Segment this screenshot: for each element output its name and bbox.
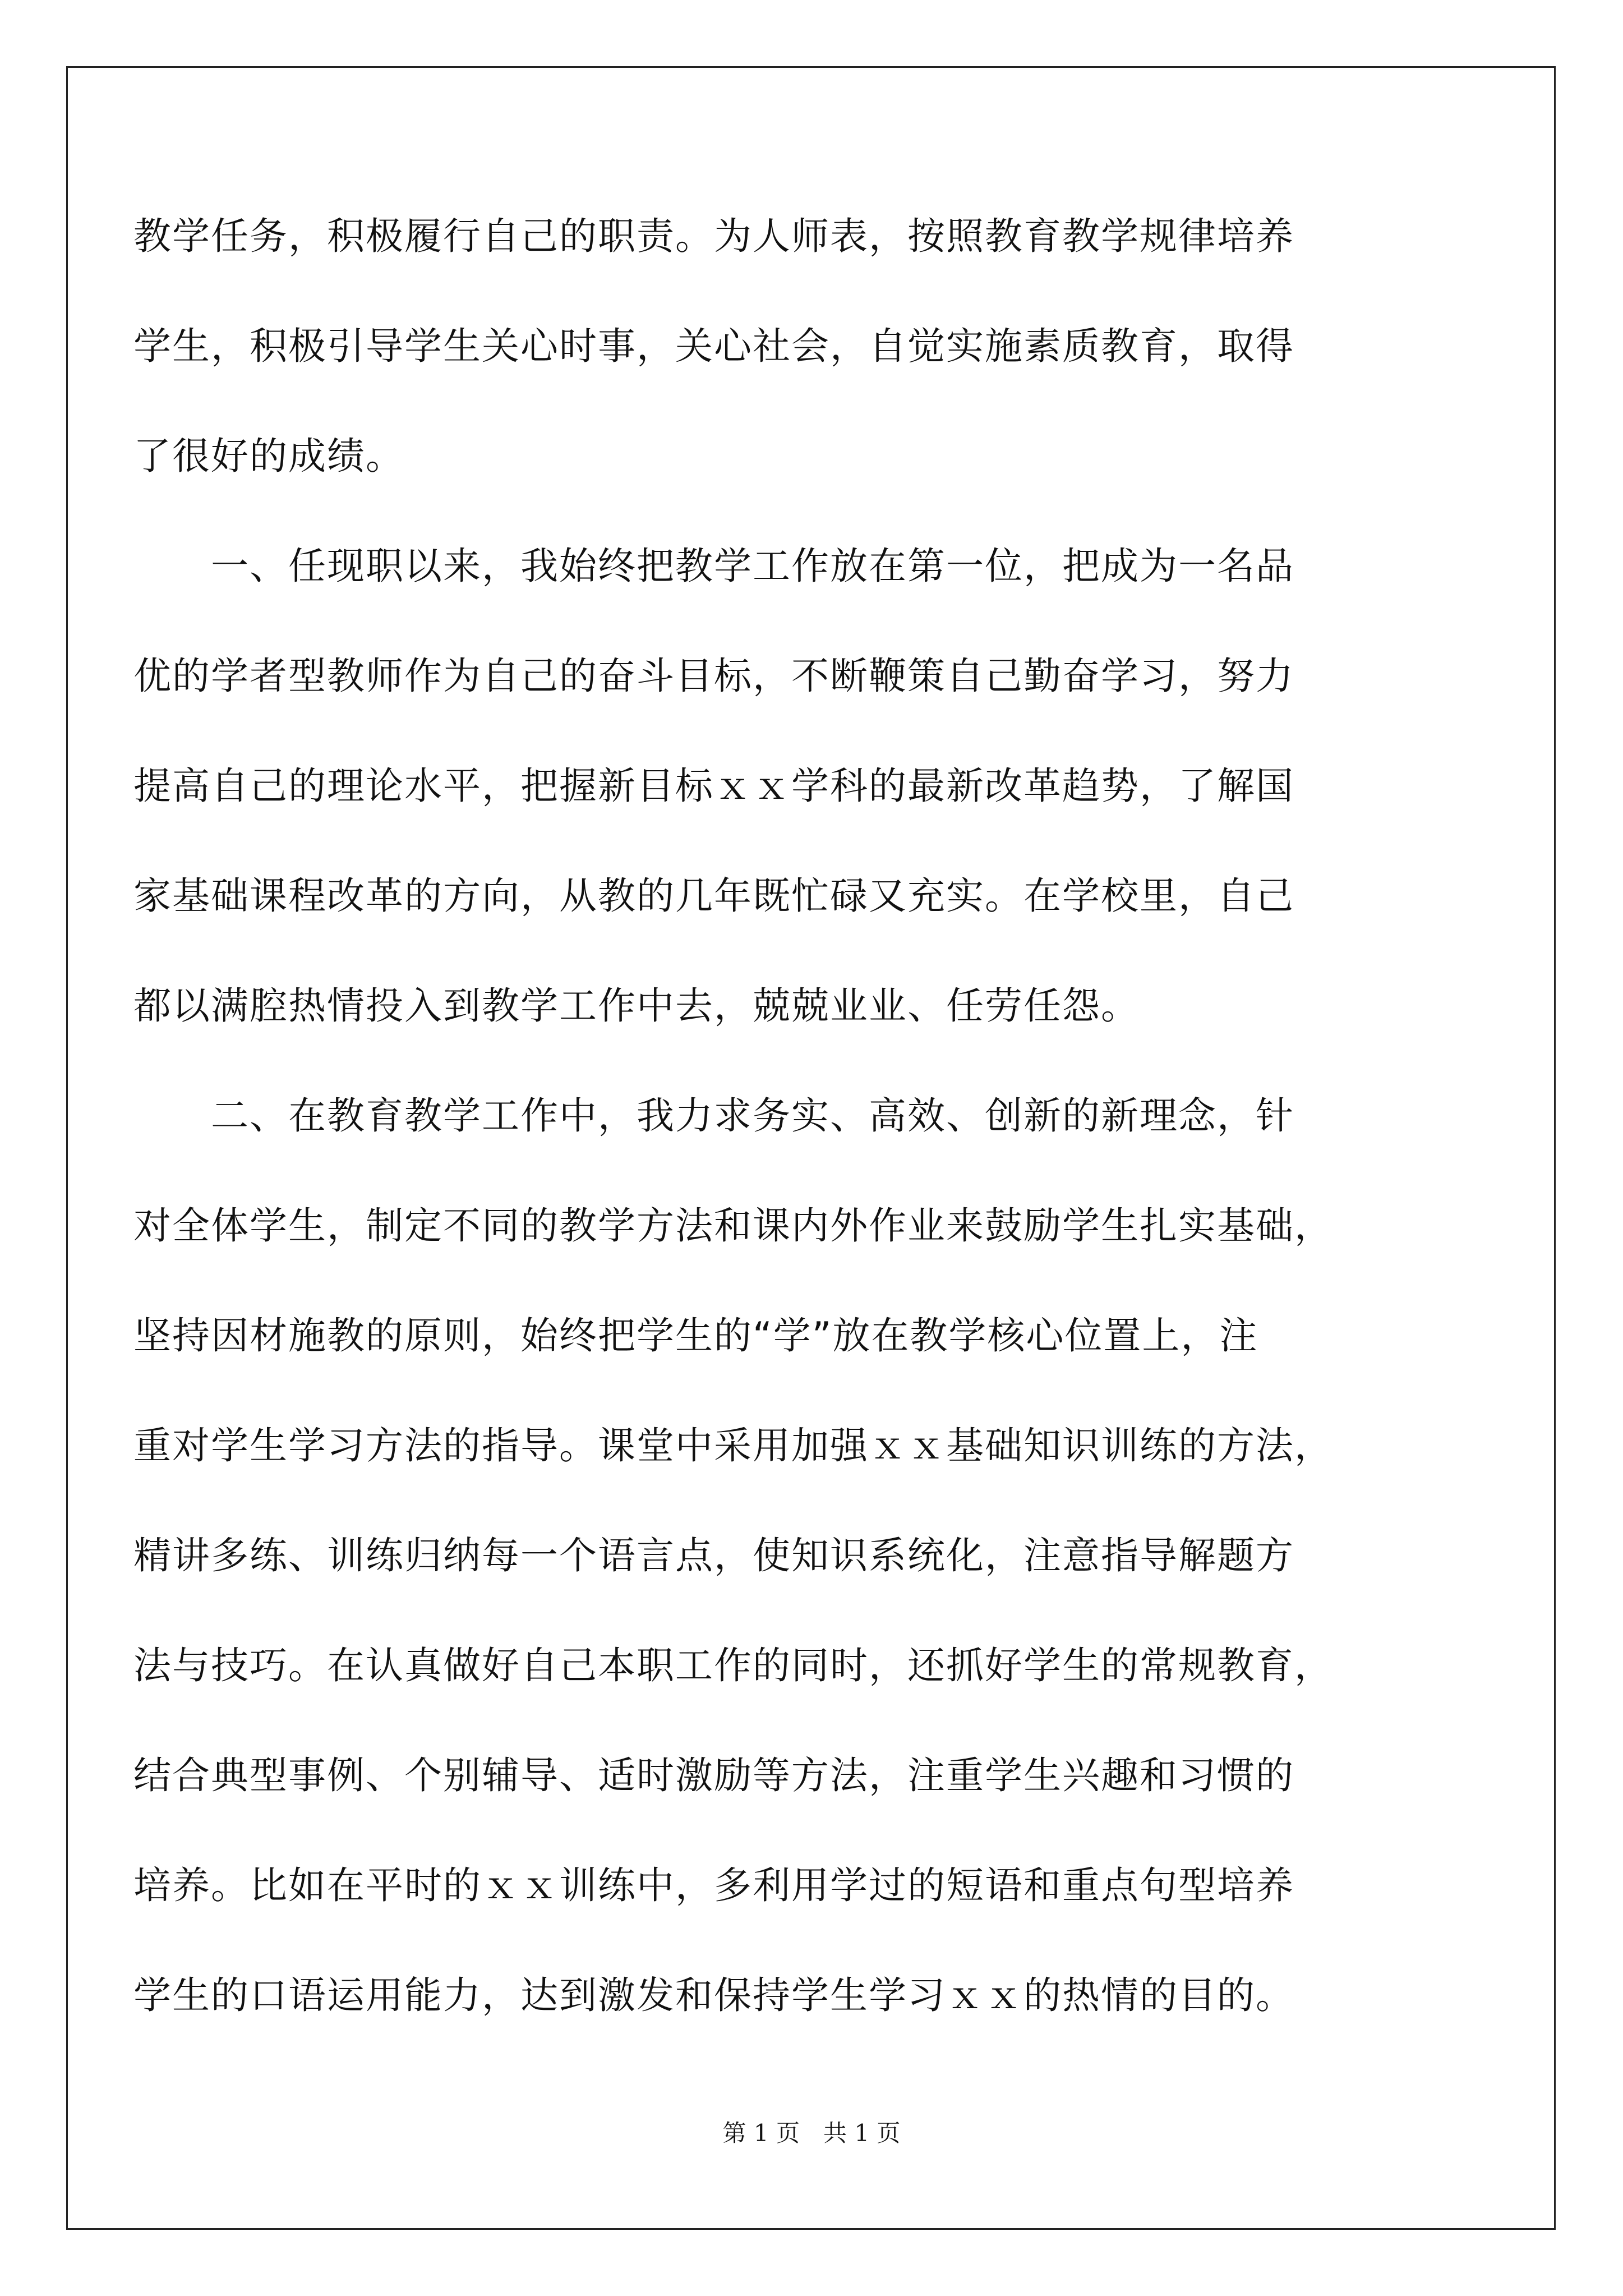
text-line: 家基础课程改革的方向，从教的几年既忙碌又充实。在学校里，自己 [133, 874, 1294, 918]
text-line: 都以满腔热情投入到教学工作中去，兢兢业业、任劳任怨。 [133, 984, 1140, 1028]
text-line: 对全体学生，制定不同的教学方法和课内外作业来鼓励学生扎实基础， [133, 1204, 1333, 1248]
text-line: 结合典型事例、个别辅导、适时激励等方法，注重学生兴趣和习惯的 [133, 1754, 1294, 1797]
text-line: 学生的口语运用能力，达到激发和保持学生学习ｘｘ的热情的目的。 [133, 1973, 1294, 2017]
text-line: 优的学者型教师作为自己的奋斗目标，不断鞭策自己勤奋学习，努力 [133, 654, 1294, 698]
text-line: 教学任务，积极履行自己的职责。为人师表，按照教育教学规律培养 [133, 214, 1294, 258]
text-line: 一、任现职以来，我始终把教学工作放在第一位，把成为一名品 [133, 544, 1294, 588]
text-line: 法与技巧。在认真做好自己本职工作的同时，还抓好学生的常规教育， [133, 1644, 1333, 1687]
text-line: 坚持因材施教的原则，始终把学生的“学”放在教学核心位置上，注 [133, 1314, 1258, 1358]
page-number-footer: 第 1 页 共 1 页 [722, 2119, 901, 2147]
text-line: 重对学生学习方法的指导。课堂中采用加强ｘｘ基础知识训练的方法， [133, 1424, 1333, 1467]
text-line: 了很好的成绩。 [133, 434, 404, 478]
text-line: 二、在教育教学工作中，我力求务实、高效、创新的新理念，针 [133, 1094, 1294, 1138]
text-line: 精讲多练、训练归纳每一个语言点，使知识系统化，注意指导解题方 [133, 1534, 1294, 1577]
text-line: 提高自己的理论水平，把握新目标ｘｘ学科的最新改革趋势，了解国 [133, 764, 1294, 808]
text-line: 培养。比如在平时的ｘｘ训练中，多利用学过的短语和重点句型培养 [133, 1864, 1294, 1907]
text-line: 学生，积极引导学生关心时事，关心社会，自觉实施素质教育，取得 [133, 324, 1294, 368]
